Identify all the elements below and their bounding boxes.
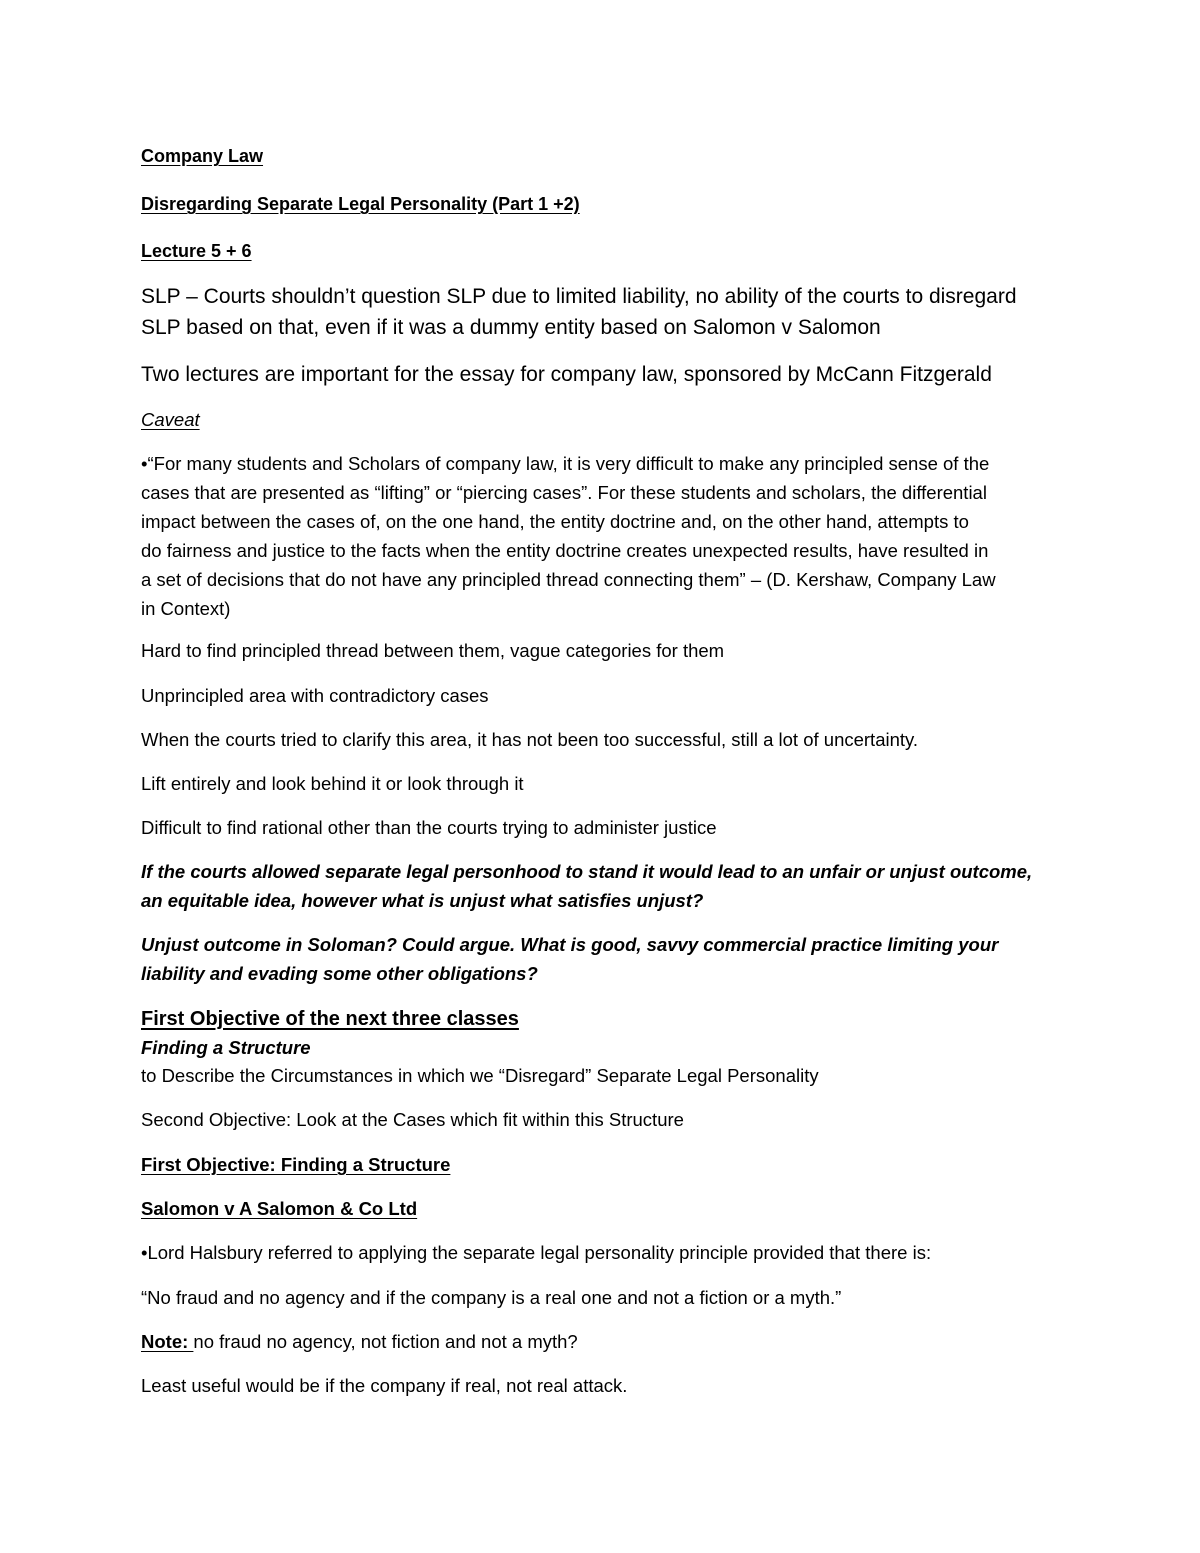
note-line [141,1333,578,1352]
italic-paragraph-2-line-2: liability and evading some other obligations? [141,963,538,984]
lecture-heading: Lecture 5 + 6 [141,241,252,261]
note-text: no fraud no agency, not fiction and not a myth? [193,1331,578,1352]
quote-line-5: a set of decisions that do not have any principled thread connecting them” – (D. Kershaw, Company Law [141,569,996,590]
least-useful-line: Least useful would be if the company if real, not real attack. [141,1375,628,1396]
second-objective-line: Second Objective: Look at the Cases which fit within this Structure [141,1109,684,1130]
salomon-case-heading: Salomon v A Salomon & Co Ltd [141,1198,418,1219]
caveat-heading: Caveat [141,409,200,430]
halsbury-quote: “No fraud and no agency and if the company is a real one and not a fiction or a myth.” [141,1287,842,1308]
note-difficult: Difficult to find rational other than the courts trying to administer justice [141,817,717,838]
quote-line-2: cases that are presented as “lifting” or “piercing cases”. For these students and scholars, the differential [141,482,987,503]
italic-paragraph-1-line-1: If the courts allowed separate legal personhood to stand it would lead to an unfair or unjust outcome, [141,861,1033,882]
quote-line-1: •“For many students and Scholars of company law, it is very difficult to make any principled sense of the [141,453,990,474]
note-lift-entirely: Lift entirely and look behind it or look through it [141,773,524,794]
quote-line-4: do fairness and justice to the facts when the entity doctrine creates unexpected results, have resulted in [141,540,989,561]
document-title: Company Law [141,146,264,166]
note-label: Note: [141,1331,194,1352]
italic-paragraph-1-line-2: an equitable idea, however what is unjust what satisfies unjust? [141,890,704,911]
document-subtitle: Disregarding Separate Legal Personality (Part 1 +2) [141,194,580,214]
first-objective-heading: First Objective of the next three classes [141,1008,519,1030]
note-hard-to-find: Hard to find principled thread between them, vague categories for them [141,640,725,661]
note-courts-clarify: When the courts tried to clarify this area, it has not been too successful, still a lot of uncertainty. [141,729,919,750]
two-lectures-paragraph: Two lectures are important for the essay for company law, sponsored by McCann Fitzgerald [141,363,992,386]
slp-paragraph-line-2: SLP based on that, even if it was a dummy entity based on Salomon v Salomon [141,316,881,339]
italic-paragraph-2-line-1: Unjust outcome in Soloman? Could argue. What is good, savvy commercial practice limiting your [141,934,999,955]
slp-paragraph-line-1: SLP – Courts shouldn’t question SLP due to limited liability, no ability of the courts to disregard [141,285,1017,308]
halsbury-bullet: •Lord Halsbury referred to applying the separate legal personality principle provided that there is: [141,1242,932,1263]
quote-line-3: impact between the cases of, on the one hand, the entity doctrine and, on the other hand, attempts to [141,511,969,532]
quote-line-6: in Context) [141,598,231,619]
finding-structure-subheading: Finding a Structure [141,1037,311,1058]
note-unprincipled: Unprincipled area with contradictory cases [141,685,489,706]
first-objective-finding-heading: First Objective: Finding a Structure [141,1154,451,1175]
describe-circumstances-line: to Describe the Circumstances in which we “Disregard” Separate Legal Personality [141,1065,819,1086]
